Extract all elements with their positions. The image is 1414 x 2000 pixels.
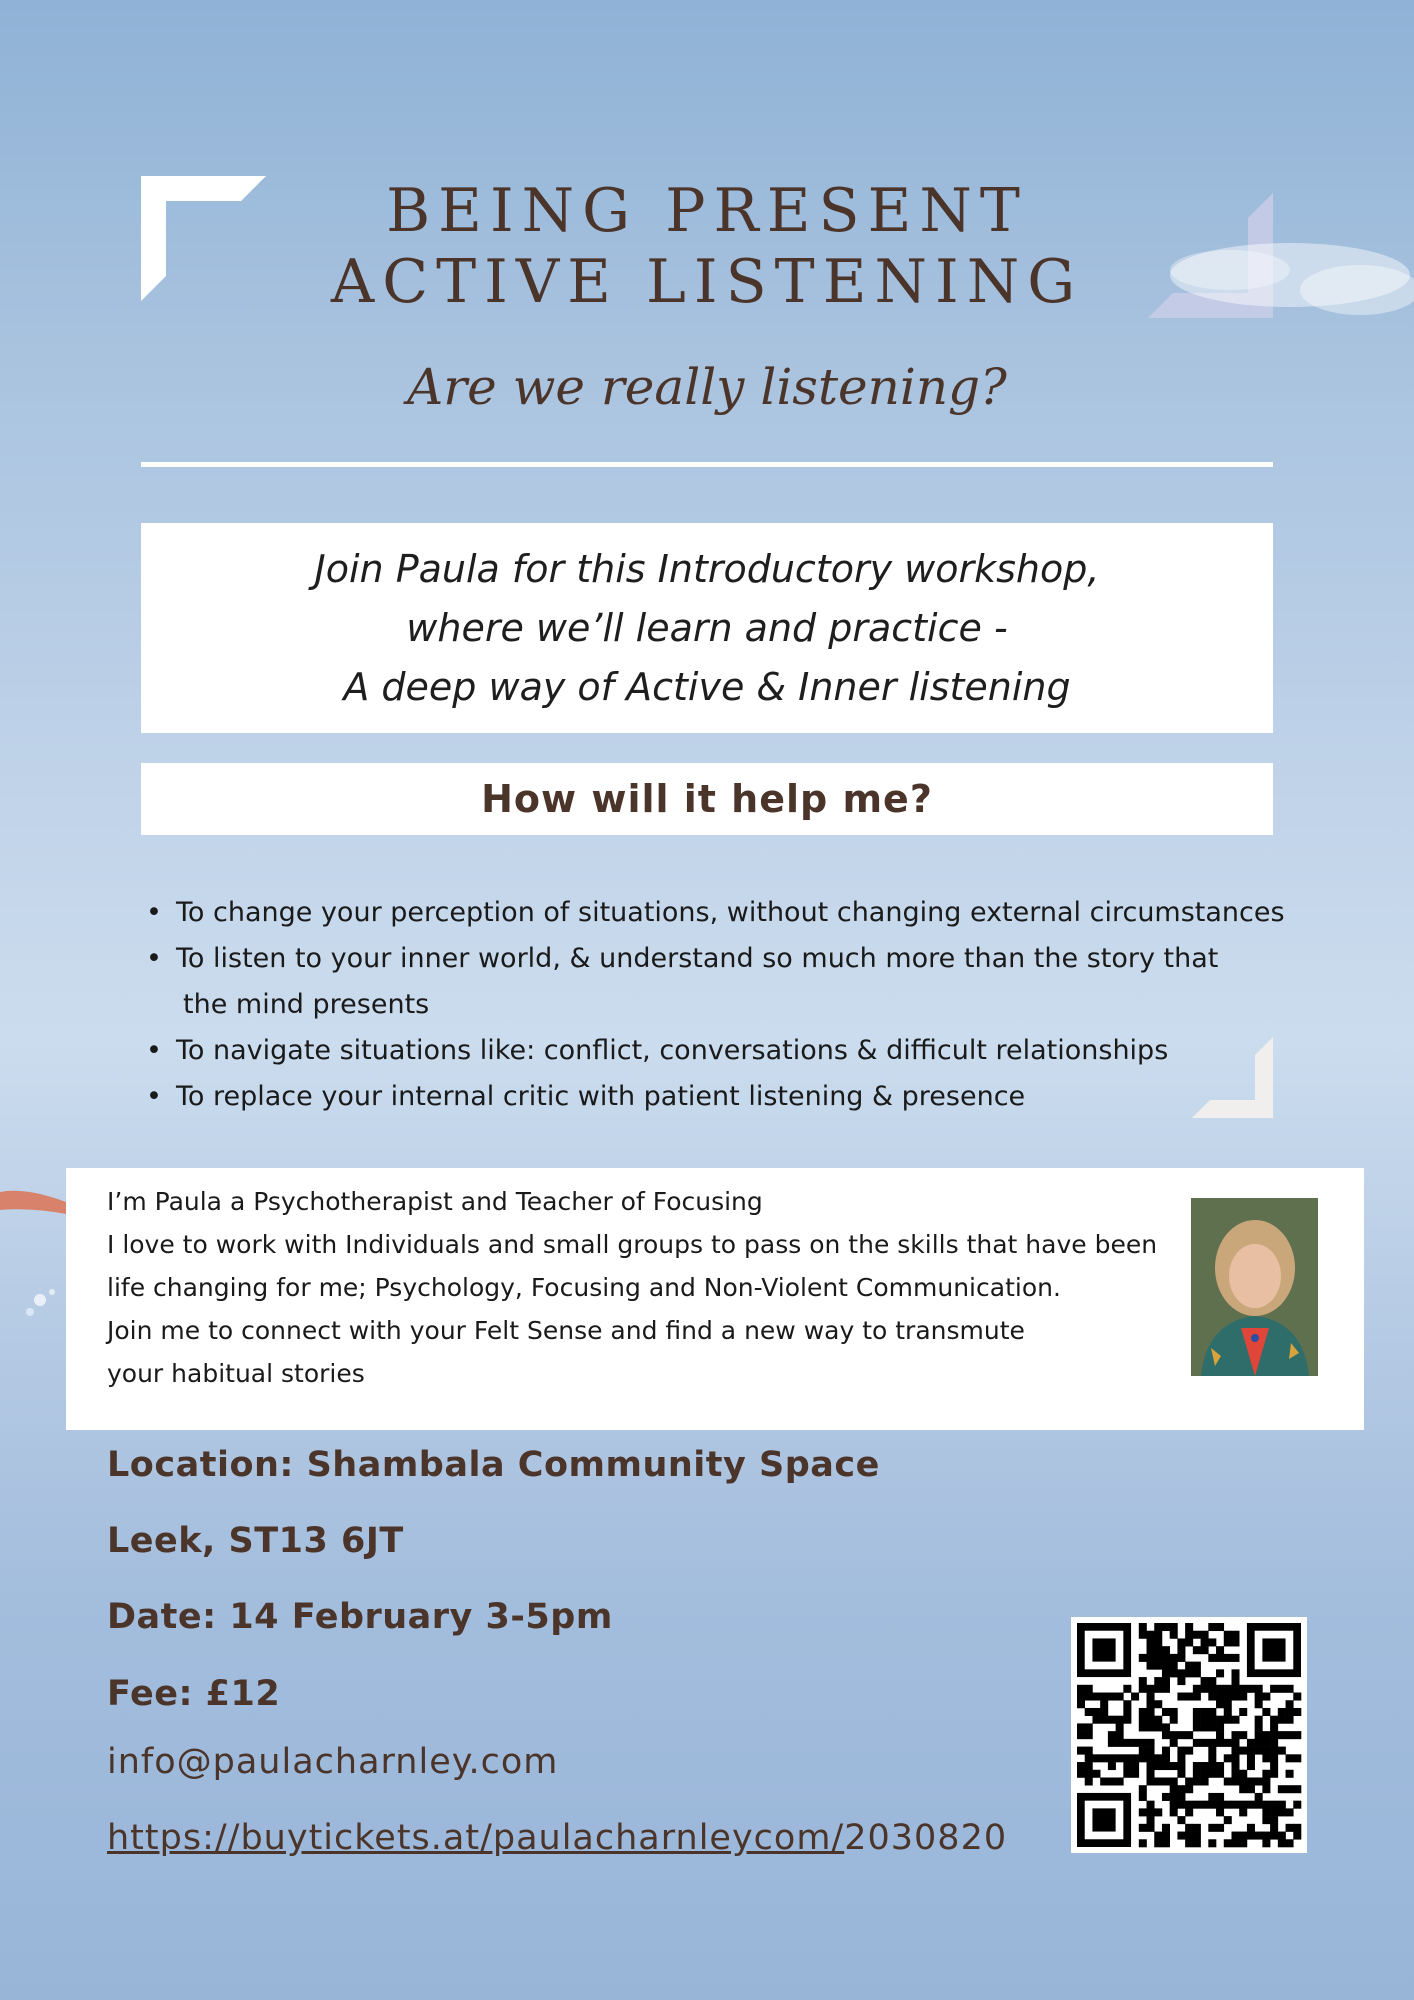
town-text: Leek, ST13 6JT	[107, 1521, 404, 1561]
date-text: Date: 14 February 3-5pm	[107, 1597, 613, 1637]
list-item: • To listen to your inner world, & understand so much more than the story that	[146, 943, 1219, 974]
bio-line: your habitual stories	[107, 1359, 365, 1388]
fee-text: Fee: £12	[107, 1674, 281, 1714]
intro-line-1: Join Paula for this Introductory workshop,	[314, 546, 1100, 591]
subtitle: Are we really listening?	[407, 358, 1007, 416]
ticket-link-underlined[interactable]: https://buytickets.at/paulacharnleycom/	[107, 1818, 845, 1858]
intro-panel	[141, 523, 1273, 733]
bio-line: I’m Paula a Psychotherapist and Teacher of Focusing	[107, 1187, 763, 1216]
list-item-continuation: the mind presents	[183, 989, 430, 1020]
email-link[interactable]: info@paulacharnley.com	[107, 1742, 559, 1782]
ticket-link[interactable]	[107, 1818, 1007, 1858]
title-line-2: ACTIVE LISTENING	[330, 247, 1084, 317]
bio-line: Join me to connect with your Felt Sense and find a new way to transmute	[107, 1316, 1025, 1345]
bio-line: I love to work with Individuals and small groups to pass on the skills that have been	[107, 1230, 1158, 1259]
intro-line-3: A deep way of Active & Inner listening	[343, 664, 1071, 709]
list-item: • To change your perception of situations, without changing external circumstances	[146, 897, 1285, 928]
bio-panel	[66, 1168, 1364, 1430]
location-text: Location: Shambala Community Space	[107, 1445, 880, 1485]
ticket-link-tail[interactable]: 2030820	[844, 1818, 1008, 1858]
help-heading: How will it help me?	[481, 777, 933, 821]
qr-code-icon[interactable]	[1071, 1617, 1307, 1853]
divider-rule	[141, 462, 1273, 467]
benefits-list	[146, 890, 1286, 1120]
help-heading-panel	[141, 763, 1273, 835]
list-item: • To replace your internal critic with patient listening & presence	[146, 1081, 1026, 1112]
hand-splash-decoration	[0, 1180, 70, 1330]
bio-text	[107, 1180, 1157, 1395]
bio-line: life changing for me; Psychology, Focusing and Non-Violent Communication.	[107, 1273, 1061, 1302]
title-line-1: BEING PRESENT	[386, 176, 1028, 246]
intro-line-2: where we’ll learn and practice -	[406, 605, 1008, 650]
portrait-photo	[1191, 1198, 1318, 1376]
list-item: • To navigate situations like: conflict, conversations & difficult relationships	[146, 1035, 1169, 1066]
